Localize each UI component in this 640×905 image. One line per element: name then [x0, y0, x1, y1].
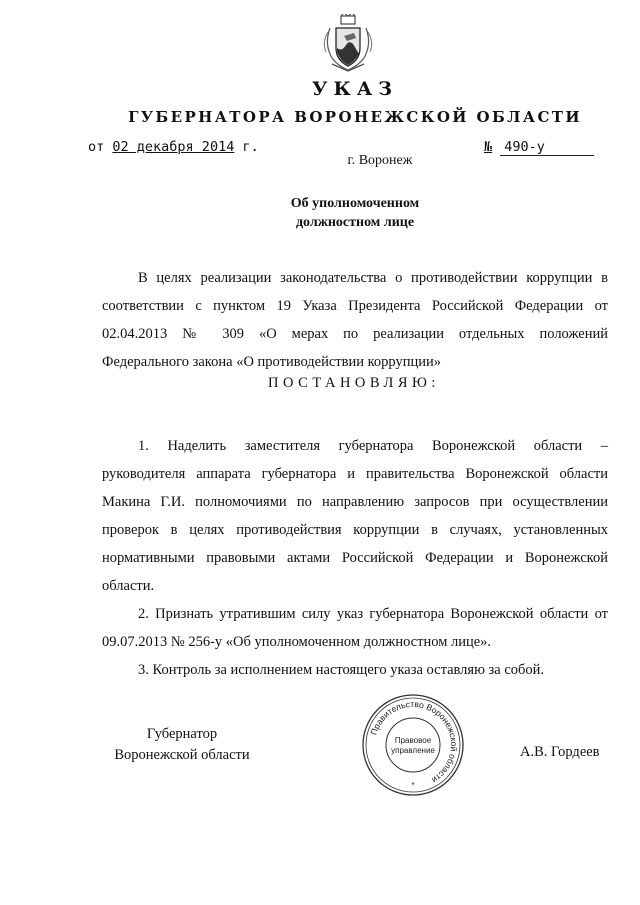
item-line: 09.07.2013 № 256-у «Об уполномоченном должностном лице».: [102, 634, 492, 650]
decree-word: ПОСТАНОВЛЯЮ:: [268, 375, 440, 391]
preamble-line: 02.04.2013 № 309 «О мерах по реализации отдельных положений: [102, 326, 608, 342]
date-value: 02 декабря 2014: [112, 139, 235, 155]
date-suffix: г.: [242, 139, 259, 155]
item-line: проверок в целях противодействия коррупции в случаях, установленных: [102, 522, 608, 538]
signatory-role-line: Губернатор: [146, 726, 218, 742]
stamp-center-line: Правовое: [394, 736, 432, 745]
signatory-role: [102, 724, 262, 766]
item-line: 2. Признать утратившим силу указ губернатора Воронежской области от: [138, 606, 608, 622]
item-line: 3. Контроль за исполнением настоящего указа оставляю за собой.: [138, 662, 545, 678]
official-stamp: [361, 693, 465, 797]
number-value: 490-у: [500, 139, 594, 156]
preamble-line: соответствии с пунктом 19 Указа Президента Российской Федерации от: [102, 298, 608, 314]
item-line: Макина Г.И. полномочиями по направлению запросов при осуществлении: [102, 494, 608, 510]
item-line: нормативными правовыми актами Российской Федерации и Воронежской: [102, 550, 608, 566]
signatory-role-line: Воронежской области: [114, 747, 250, 763]
document-subject: [0, 194, 640, 232]
subject-line: Об уполномоченном: [290, 196, 420, 211]
number-sign: №: [484, 139, 493, 155]
document-title: УКАЗ: [312, 78, 398, 100]
stamp-ring-text: Правительство Воронежской области: [368, 698, 460, 786]
document-city: г. Воронеж: [347, 153, 413, 168]
preamble-line: Федерального закона «О противодействии коррупции»: [102, 354, 442, 370]
stamp-star-icon: *: [411, 781, 415, 790]
date-prefix: от: [88, 139, 105, 155]
stamp-center-line: управление: [391, 746, 435, 755]
item-line: руководителя аппарата губернатора и правительства Воронежской области: [102, 466, 608, 482]
subject-line: должностном лице: [295, 215, 415, 230]
preamble-paragraph: [102, 264, 608, 376]
signatory-name: А.В. Гордеев: [520, 744, 600, 760]
item-line: области.: [102, 578, 155, 594]
preamble-line: В целях реализации законодательства о противодействии коррупции в: [138, 270, 608, 286]
document-issuer: ГУБЕРНАТОРА ВОРОНЕЖСКОЙ ОБЛАСТИ: [128, 108, 582, 126]
coat-of-arms-emblem: [320, 14, 376, 74]
item-line: 1. Наделить заместителя губернатора Воронежской области –: [138, 438, 608, 454]
decree-items: [102, 432, 608, 684]
